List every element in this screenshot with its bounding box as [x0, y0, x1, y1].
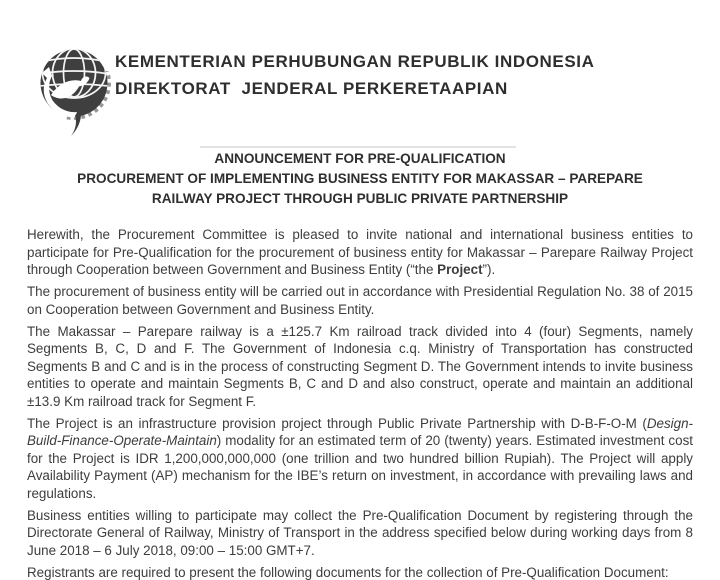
paragraph-registrant-requirements: Registrants are required to present the following documents for the collection of Pre-Qualification Document:: [27, 564, 669, 580]
intro-text-post: ”).: [482, 262, 496, 277]
title-line-1: ANNOUNCEMENT FOR PRE-QUALIFICATION: [214, 151, 506, 166]
directorate-name: DIREKTORAT JENDERAL PERKERETAAPIAN: [115, 79, 508, 98]
intro-text-pre: Herewith, the Procurement Committee is pleased to invite national and international business entities to participate for Pre-Qualification for the procurement of business entity for Makassar – Parepare Railway Project through Cooperation between Government and Business Entity (“the: [27, 227, 693, 277]
globe-bird-gear-emblem-icon: [37, 45, 111, 137]
title-line-3: RAILWAY PROJECT THROUGH PUBLIC PRIVATE PARTNERSHIP: [151, 191, 569, 206]
project-term-bold: Project: [437, 262, 483, 277]
announcement-title: [27, 149, 693, 209]
scheme-text-post: ) modality for an estimated term of 20 (twenty) years. Estimated investment cost for the Project is IDR 1,200,000,000,000 (one trillion and two hundred billion Rupiah). The Project will apply Availability Payment (AP) mechanism for the IBE’s return on investment, in accordance with prevailing laws and regulations.: [27, 433, 693, 501]
document-body: [27, 226, 693, 580]
paragraph-introduction: [27, 226, 693, 279]
paragraph-regulation: The procurement of business entity will be carried out in accordance with Presidential Regulation No. 38 of 2015 on Cooperation between Government and Business Entity.: [27, 284, 693, 317]
letterhead: [115, 52, 595, 99]
dbfom-term-italic: Design-Build-Finance-Operate-Maintain: [27, 415, 693, 448]
ministry-name: KEMENTERIAN PERHUBUNGAN REPUBLIK INDONESIA: [115, 52, 595, 71]
ministry-logo: [37, 45, 111, 137]
scheme-text-pre: The Project is an infrastructure provision project through Public Private Partnership with D-B-F-O-M (: [27, 415, 647, 431]
paragraph-document-collection: Business entities willing to participate may collect the Pre-Qualification Document by registering through the Directorate General of Railway, Ministry of Transport in the address specified below during working days from 8 June 2018 – 6 July 2018, 09:00 – 15:00 GMT+7.: [27, 507, 693, 558]
letterhead-divider: [200, 146, 516, 148]
title-line-2: PROCUREMENT OF IMPLEMENTING BUSINESS ENTITY FOR MAKASSAR – PAREPARE: [77, 171, 643, 186]
paragraph-railway-description: The Makassar – Parepare railway is a ±125.7 Km railroad track divided into 4 (four) Segments, namely Segments B, C, D and F. The Government of Indonesia c.q. Ministry of Transportation has constructed Segments B and C and is in the process of constructing Segment D. The Government intends to invite business entities to operate and maintain Segments B, C and D and also construct, operate and maintain an additional ±13.9 Km railroad track for Segment F.: [27, 323, 693, 409]
paragraph-project-scheme: [27, 415, 693, 503]
